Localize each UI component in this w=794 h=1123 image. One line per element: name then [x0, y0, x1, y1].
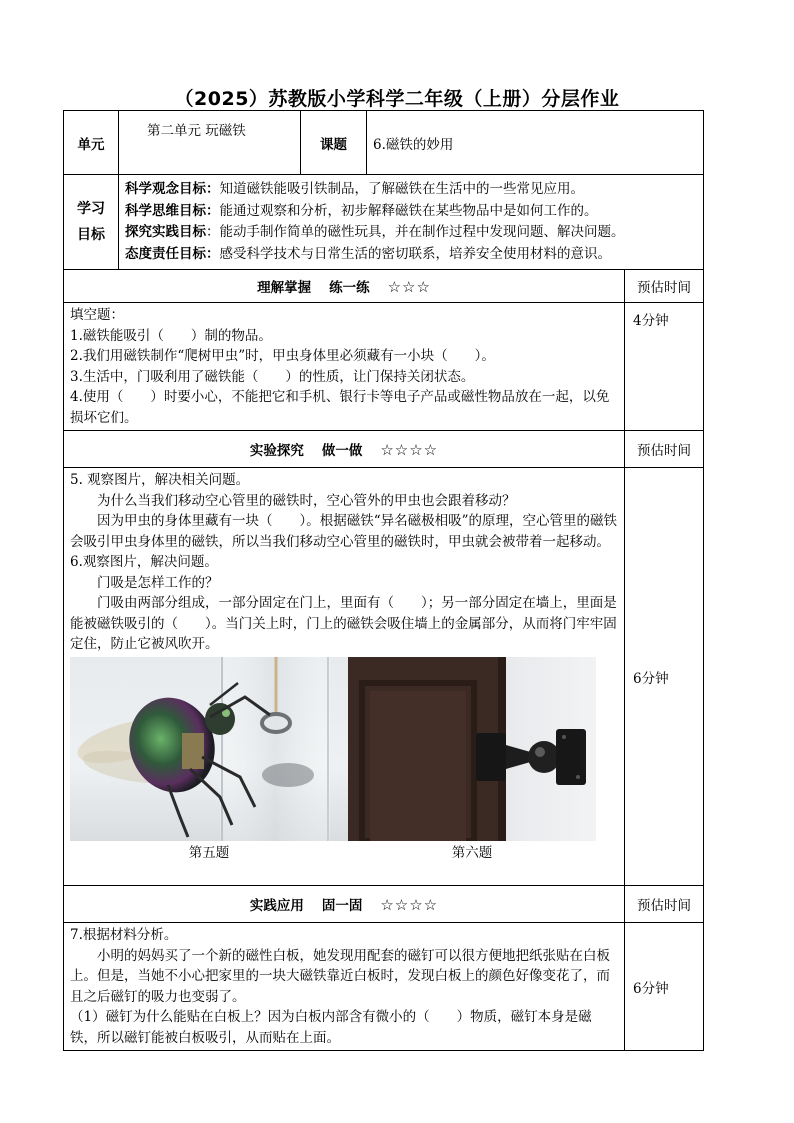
topic-label: 课题 — [301, 111, 367, 175]
goal-item — [125, 244, 699, 266]
section3-header-row — [64, 886, 704, 923]
photo-6-wrap — [348, 657, 596, 864]
goals-list — [119, 175, 704, 270]
goals-label-2: 目标 — [77, 227, 105, 243]
section1-header — [64, 270, 625, 303]
question-5-question: 为什么当我们移动空心管里的磁铁时，空心管外的甲虫也会跟着移动？ — [97, 492, 516, 509]
section1-estimate-label: 预估时间 — [625, 270, 704, 303]
section3-label: 实践应用 — [249, 898, 304, 914]
section2-header — [64, 431, 625, 468]
section2-content — [64, 468, 625, 886]
section1-body-row — [64, 303, 704, 431]
section3-stars: ☆☆☆☆ — [380, 896, 439, 914]
section3-sub: 固一固 — [321, 898, 363, 914]
question-6-title: 6.观察图片，解决问题。 — [70, 554, 218, 570]
question-1: 1.磁铁能吸引（ ）制的物品。 — [70, 327, 272, 344]
goal-item — [125, 179, 699, 201]
photo-5-caption: 第五题 — [188, 844, 230, 861]
question-5-answer: 因为甲虫的身体里藏有一块（ ）。根据磁铁“异名磁极相吸”的原理，空心管里的磁铁会吸引甲虫身体里的磁铁，所以当我们移动空心管里的磁铁时，甲虫就会被带着一起移动。 — [70, 513, 618, 550]
section2-estimate-label: 预估时间 — [625, 431, 704, 468]
section2-header-row — [64, 431, 704, 468]
section2-body-row — [64, 468, 704, 886]
question-5-title: 5. 观察图片，解决相关问题。 — [70, 472, 250, 488]
section3-header — [64, 886, 625, 923]
section2-label: 实验探究 — [249, 443, 304, 459]
section1-time: 4分钟 — [625, 303, 704, 431]
door-stopper-photo — [348, 657, 596, 841]
worksheet-table — [63, 110, 704, 1051]
section3-time: 6分钟 — [625, 923, 704, 1051]
goal-key: 态度责任目标： — [125, 245, 220, 262]
goal-item — [125, 201, 699, 223]
section1-header-row — [64, 270, 704, 303]
goal-key: 科学思维目标： — [125, 202, 220, 219]
question-3: 3.生活中，门吸利用了磁铁能（ ）的性质，让门保持关闭状态。 — [70, 368, 475, 385]
unit-label: 单元 — [64, 111, 119, 175]
goal-key: 科学观念目标： — [125, 181, 220, 197]
goal-item — [125, 222, 699, 244]
door-stopper-illustration — [348, 657, 596, 841]
section2-sub: 做一做 — [321, 443, 363, 459]
header-row — [64, 111, 704, 175]
photo-5-wrap — [70, 657, 348, 864]
photo-6-caption: 第六题 — [451, 844, 493, 861]
unit-value: 第二单元 玩磁铁 — [119, 111, 301, 175]
goal-text: ：能动手制作简单的磁性玩具，并在制作过程中发现问题、解决问题。 — [206, 224, 625, 240]
goals-row — [64, 175, 704, 270]
goals-label-1: 学习 — [77, 201, 105, 217]
question-6-question: 门吸是怎样工作的？ — [97, 574, 219, 591]
goal-key: 探究实践目标 — [125, 224, 206, 240]
section1-label: 理解掌握 — [257, 280, 312, 296]
section2-stars: ☆☆☆☆ — [380, 441, 439, 459]
question-7-material: 小明的妈妈买了一个新的磁性白板，她发现用配套的磁钉可以很方便地把纸张贴在白板上。但是，当她不小心把家里的一块大磁铁靠近白板时，发现白板上的颜色好像变花了，而且之后磁钉的吸力也变弱了。 — [70, 947, 610, 1005]
topic-value: 6.磁铁的妙用 — [367, 111, 704, 175]
goal-text: 知道磁铁能吸引铁制品，了解磁铁在生活中的一些常见应用。 — [219, 181, 584, 197]
goal-text: 感受科学技术与日常生活的密切联系，培养安全使用材料的意识。 — [219, 245, 611, 262]
question-2: 2.我们用磁铁制作“爬树甲虫”时，甲虫身体里必须藏有一小块（ ）。 — [70, 348, 495, 364]
photo-row — [70, 655, 618, 864]
page-title: （2025）苏教版小学科学二年级（上册）分层作业 — [174, 88, 620, 110]
question-4: 4.使用（ ）时要小心，不能把它和手机、银行卡等电子产品或磁性物品放在一起，以免损坏它们。 — [70, 389, 610, 426]
question-7-sub1: （1）磁钉为什么能贴在白板上？因为白板内部含有微小的（ ）物质，磁钉本身是磁铁，所以磁钉能被白板吸引，从而贴在上面。 — [70, 1009, 592, 1046]
goals-label — [64, 175, 119, 270]
beetle-photo — [70, 657, 348, 841]
goal-text: 能通过观察和分析，初步解释磁铁在某些物品中是如何工作的。 — [219, 202, 598, 219]
section1-sub: 练一练 — [329, 280, 370, 296]
question-6-answer: 门吸由两部分组成，一部分固定在门上，里面有（ ）；另一部分固定在墙上，里面是能被磁铁吸引的（ ）。当门关上时，门上的磁铁会吸住墙上的金属部分，从而将门牢牢固定住，防止它被风吹开。 — [70, 595, 617, 652]
section3-content — [64, 923, 625, 1051]
section3-body-row — [64, 923, 704, 1051]
question-7-title: 7.根据材料分析。 — [70, 927, 178, 943]
section1-stars: ☆☆☆ — [387, 278, 431, 296]
section1-content — [64, 303, 625, 431]
beetle-illustration — [70, 657, 348, 841]
section2-time: 6分钟 — [625, 468, 704, 886]
section3-estimate-label: 预估时间 — [625, 886, 704, 923]
fill-blank-heading: 填空题： — [70, 307, 124, 323]
